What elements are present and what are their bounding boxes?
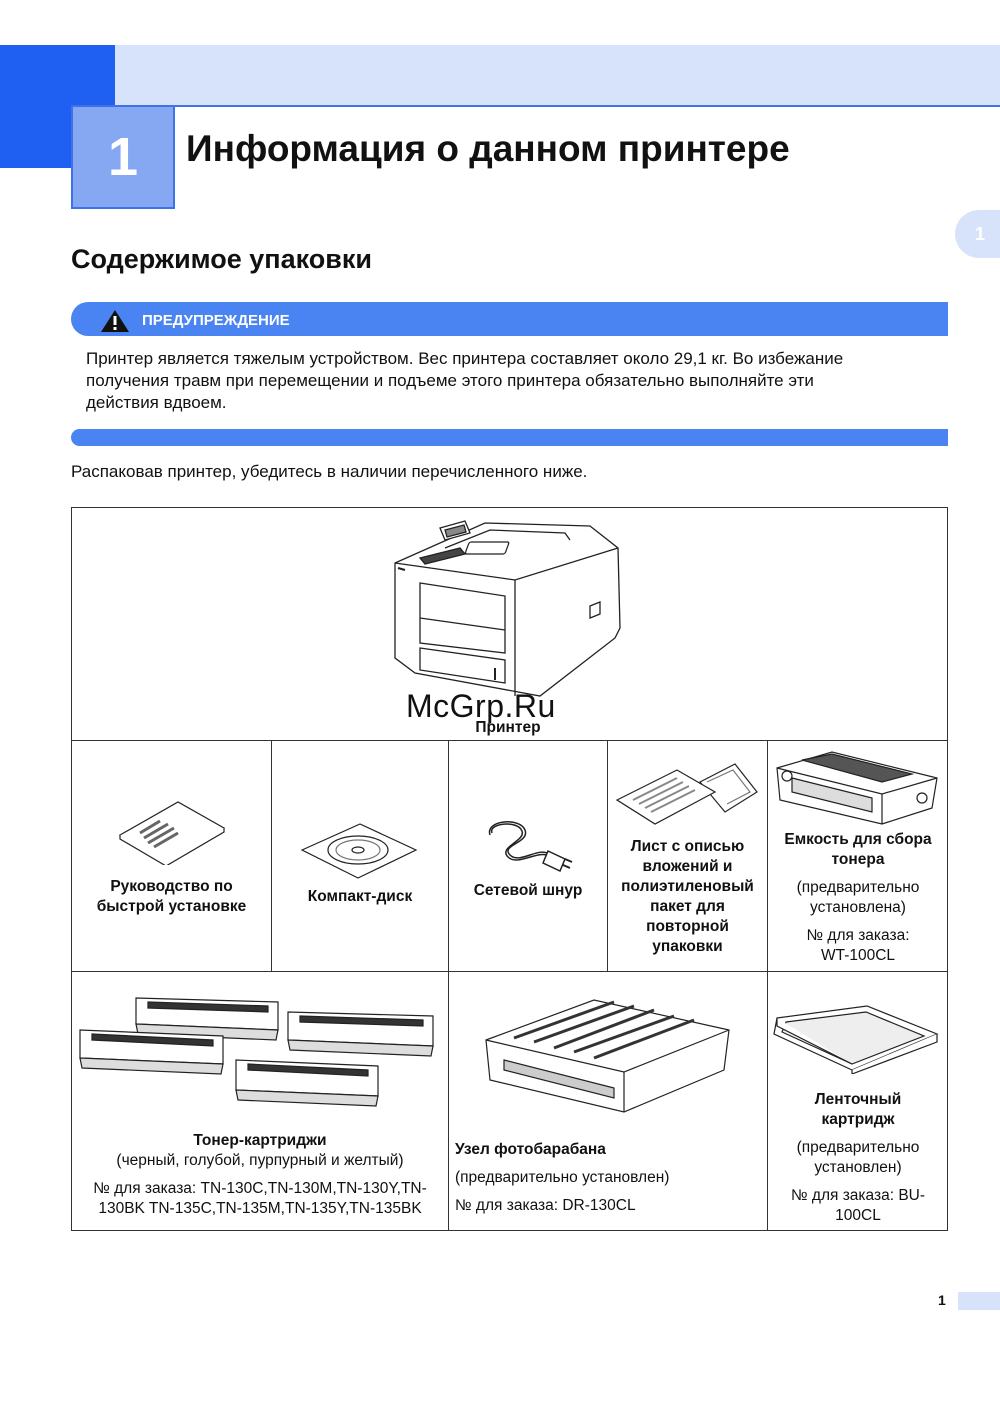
drum-name: Узел фотобарабана xyxy=(455,1141,606,1158)
table-divider xyxy=(71,740,948,741)
section-title: Содержимое упаковки xyxy=(71,244,372,274)
toner-order: № для заказа: TN-130C,TN-130M,TN-130Y,TN- xyxy=(93,1180,427,1197)
packing-sheet-label-line: пакет для xyxy=(650,898,725,915)
belt-unit-illustration xyxy=(772,1004,942,1074)
belt-order: 100CL xyxy=(835,1207,881,1224)
warning-label: ПРЕДУПРЕЖДЕНИЕ xyxy=(142,312,290,329)
chapter-side-tab: 1 xyxy=(955,210,1000,258)
warning-footer-bar xyxy=(71,429,948,446)
intro-text: Распаковав принтер, убедитесь в наличии перечисленного ниже. xyxy=(71,462,588,481)
belt-order: № для заказа: BU- xyxy=(790,1187,926,1204)
waste-toner-order: WT-100CL xyxy=(820,947,896,964)
belt-note: установлен) xyxy=(814,1159,902,1176)
toner-order: 130BK TN-135C,TN-135M,TN-135Y,TN-135BK xyxy=(98,1200,422,1217)
belt-label xyxy=(768,1090,948,1226)
toner-label xyxy=(72,1131,448,1219)
watermark: McGrp.Ru xyxy=(406,688,556,724)
drum-order: № для заказа: DR-130CL xyxy=(455,1197,636,1214)
table-divider xyxy=(71,971,948,972)
waste-toner-name: Емкость для сбора xyxy=(784,831,932,848)
packing-sheet-label-line: Лист с описью xyxy=(630,838,745,855)
quick-guide-illustration xyxy=(118,800,228,865)
cd-label: Компакт-диск xyxy=(307,888,413,905)
quick-guide-label xyxy=(72,877,271,917)
warning-line: получения травм при перемещении и подъеме этого принтера обязательно выполняйте эти xyxy=(86,371,814,390)
waste-toner-box-illustration xyxy=(772,748,942,826)
page-number: 1 xyxy=(938,1292,946,1308)
cd-illustration xyxy=(300,822,418,880)
drum-unit-illustration xyxy=(484,990,732,1115)
warning-line: Принтер является тяжелым устройством. Вес принтера составляет около 29,1 кг. Во избежание xyxy=(86,349,844,368)
table-divider xyxy=(448,740,449,1231)
table-divider xyxy=(271,740,272,971)
page-tab xyxy=(958,1292,1000,1310)
packing-sheet-label-line: полиэтиленовый xyxy=(621,878,754,895)
drum-label xyxy=(455,1140,765,1216)
packing-sheet-label-line: упаковки xyxy=(652,938,723,955)
chapter-number: 1 xyxy=(71,105,175,209)
waste-toner-note: (предварительно xyxy=(796,879,920,896)
drum-note: (предварительно установлен) xyxy=(455,1169,670,1186)
power-cord-illustration xyxy=(480,815,580,875)
packing-sheet-label-line: повторной xyxy=(646,918,729,935)
belt-name: Ленточный xyxy=(814,1091,902,1108)
toner-name: Тонер-картриджи xyxy=(193,1132,327,1149)
printer-label: Принтер xyxy=(475,719,541,736)
packing-sheet-label-line: вложений и xyxy=(642,858,733,875)
waste-toner-note: установлена) xyxy=(810,899,906,916)
power-cord-label: Сетевой шнур xyxy=(473,882,583,899)
warning-icon xyxy=(100,309,130,333)
packing-sheet-label xyxy=(608,837,767,957)
packing-sheet-illustration xyxy=(615,752,760,832)
quick-guide-label-line: Руководство по xyxy=(110,878,233,895)
belt-note: (предварительно xyxy=(796,1139,920,1156)
waste-toner-name: тонера xyxy=(831,851,885,868)
belt-name: картридж xyxy=(821,1111,895,1128)
printer-illustration xyxy=(390,518,630,708)
toner-cartridges-illustration xyxy=(78,990,443,1125)
quick-guide-label-line: быстрой установке xyxy=(96,898,247,915)
warning-line: действия вдвоем. xyxy=(86,393,227,412)
waste-toner-label xyxy=(768,830,948,966)
warning-text xyxy=(86,348,936,414)
chapter-header-bar xyxy=(0,45,1000,107)
chapter-title: Информация о данном принтере xyxy=(186,128,790,169)
waste-toner-order: № для заказа: xyxy=(806,927,910,944)
toner-colors: (черный, голубой, пурпурный и желтый) xyxy=(116,1152,404,1169)
